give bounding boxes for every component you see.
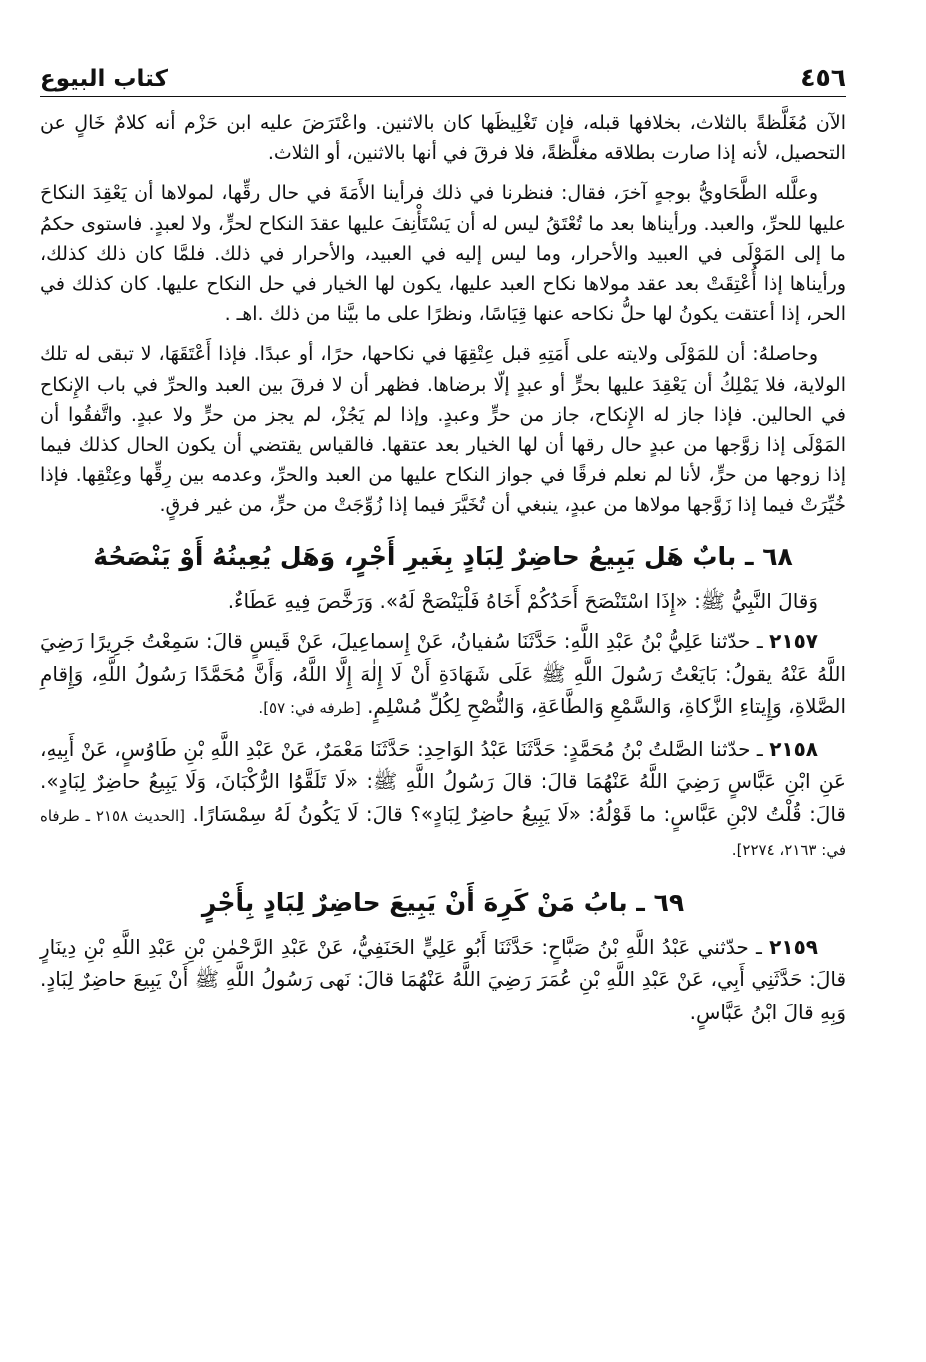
hadith-reference: [طرفه في: ٥٧]. xyxy=(258,699,361,718)
page-header xyxy=(40,52,846,97)
hadith-number: ٢١٥٨ xyxy=(769,736,819,761)
hadith-text: ـ حدّثنا الصَّلتُ بْنُ مُحَمَّدٍ: حَدَّثَنَا عَبْدُ الوَاحِدِ: حَدَّثَنَا مَعْمَرٌ، عَنْ عَبْدِ اللَّهِ بْنِ طَاوُسٍ، عَنْ أَبِيهِ، عَنِ ابْنِ عَبَّاسٍ رَضِيَ اللَّهُ عَنْهُمَا قالَ: قالَ رَسُولُ اللَّهِ ﷺ: «لَا تَلَقَّوُا الرُّكْبَانَ، وَلَا يَبِيعُ حاضِرٌ لِبَادٍ». قالَ: قُلْتُ لابْنِ عَبَّاسٍ: ما قَوْلُهُ: «لَا يَبِيعُ حاضِرٌ لِبَادٍ»؟ قالَ: لَا يَكُونُ لَهُ سِمْسَارًا. xyxy=(40,736,846,826)
page-body xyxy=(40,108,846,1028)
hadith-number: ٢١٥٧ xyxy=(769,629,818,654)
hadith-reference: [الحديث ٢١٥٨ ـ طرفاه في: ٢١٦٣، ٢٢٧٤]. xyxy=(40,806,846,860)
page-number: ٤٥٦ xyxy=(800,63,846,92)
commentary-paragraph: وحاصلهُ: أن للمَوْلَى ولايته على أَمَتِهِ قبل عِتْقِهَا في نكاحها، حرًا، أو عبدًا. فإذا أَعْتَقَهَا، لا تبقى له تلك الولاية، فلا يَمْلِكُ أن يَعْقِدَ عليها بحرٍّ أو عبدٍ إلّا برضاها. فظهر أن لا فرقَ بين العبد والحرِّ في باب الإِنكاح في الحالين. فإذا جاز له الإِنكاح، جاز من حرٍّ وعبدٍ. وإذا لم يَجُزْ، لم يجز من حرٍّ ولا عبدٍ. واتَّفقُوا أن المَوْلَى إذا زوَّجها من عبدٍ حال رقها أن لها الخيار بعد عتقها. فالقياس يقتضي أن يكون الحال كذلك فيما إذا زوجها من حرٍّ، لأنا لم نعلم فرقًا في جواز النكاح عليها من العبد والحرِّ، وعدمه بين رِقِّها وعِتْقِها. فإذا خُيِّرَتْ فيما إذا زَوَّجها مولاها من عبدٍ، ينبغي أن تُخَيَّرَ فيما إذا زُوِّجَتْ من حرٍّ، من غير فرقٍ. xyxy=(40,343,846,517)
hadith-text: ـ حدّثني عَبْدُ اللَّهِ بْنُ صَبَّاحٍ: حَدَّثَنَا أَبُو عَلِيٍّ الحَنَفِيُّ، عَنْ عَبْدِ الرَّحْمٰنِ بْنِ عَبْدِ اللَّهِ بْنِ دِينَارٍ قالَ: حَدَّثَنِي أَبِي، عَنْ عَبْدِ اللَّهِ بْنِ عُمَرَ رَضِيَ اللَّهُ عَنْهُمَا قالَ: نَهى رَسُولُ اللَّهِ ﷺ أَنْ يَبِيعَ حاضِرٌ لِبَادٍ. وَبِهِ قالَ ابْنُ عَبَّاسٍ. xyxy=(40,934,846,1024)
hadith-text: ـ حدّثنا عَلِيُّ بْنُ عَبْدِ اللَّهِ: حَدَّثَنَا سُفيانُ، عَنْ إِسماعِيلَ، عَنْ قَيسٍ قالَ: سَمِعْتُ جَرِيرًا رَضِيَ اللَّهُ عَنْهُ يقولُ: بَايَعْتُ رَسُولَ اللَّهِ ﷺ عَلَى شَهَادَةِ أَنْ لَا إِلٰهَ إِلَّا اللَّهُ، وَأَنَّ مُحَمَّدًا رَسُولُ اللَّهِ، وَإِقامِ الصَّلاةِ، وَإِيتاءِ الزَّكاةِ، وَالسَّمْعِ وَالطَّاعَةِ، وَالنُّصْحِ لِكُلِّ مُسْلِمٍ. xyxy=(40,629,846,719)
hadith-entry xyxy=(40,625,846,725)
hadith-entry xyxy=(40,733,846,867)
hadith-number: ٢١٥٩ xyxy=(769,934,818,959)
commentary-paragraph: وعلَّله الطَّحَاويُّ بوجهٍ آخرَ، فقال: فنظرنا في ذلك فرأينا الأَمَةَ في حال رقِّها، لمولاها أن يَعْقِدَ النكاحَ عليها للحرِّ، والعبد. ورأيناها بعد ما تُعْتَقُ ليس له أن يَسْتَأْنِفَ عليها عقدَ النكاح لحرٍّ، ولا لعبدٍ. فاستوى حكمُ ما إلى المَوْلَى في العبيد والأحرار، وما ليس إليه في العبيد، والأحرار في ذلك. فلمَّا كان ذلك كذلك، ورأيناها إذا أُعْتِقَتْ بعد عقد مولاها نكاح العبد عليها، يكون لها الخيار في حل النكاح عليها. كان كذلك في الحر، إذا أعتقت يكونُ لها حلُّ نكاحه عنها قِيَاسًا، ونظرًا على ما بيَّنا من ذلك .اهـ . xyxy=(40,182,846,326)
chapter-intro: وَقالَ النَّبِيُّ ﷺ: «إِذَا اسْتَنْصَحَ أَحَدُكُمْ أَخَاهُ فَلْيَنْصَحْ لَهُ». وَرَخَّصَ فِيهِ عَطَاءٌ. xyxy=(227,588,818,613)
book-title: كتاب البيوع xyxy=(40,66,168,92)
hadith-entry xyxy=(40,931,846,1029)
chapter-heading: ٦٩ ـ بابُ مَنْ كَرِهَ أَنْ يَبِيعَ حاضِرٌ لِبَادٍ بِأَجْرٍ xyxy=(201,887,685,917)
chapter-heading: ٦٨ ـ بابٌ هَل يَبِيعُ حاضِرٌ لِبَادٍ بِغَيرِ أَجْرٍ، وَهَل يُعِينُهُ أَوْ يَنْصَحُهُ xyxy=(93,541,793,571)
commentary-paragraph: الآن مُغَلَّظةً بالثلاث، بخلافها قبله، فإن تَغْلِيظَها كان بالاثنين. واعْتَرَضَ عليه ابن حَزْم أنه كلامٌ خَالٍ عن التحصيل، لأنه إذا صارت بطلاقه مغلَّظةً، فلا فرقَ في أنها بالاثنين، أو الثلاث. xyxy=(40,112,846,165)
